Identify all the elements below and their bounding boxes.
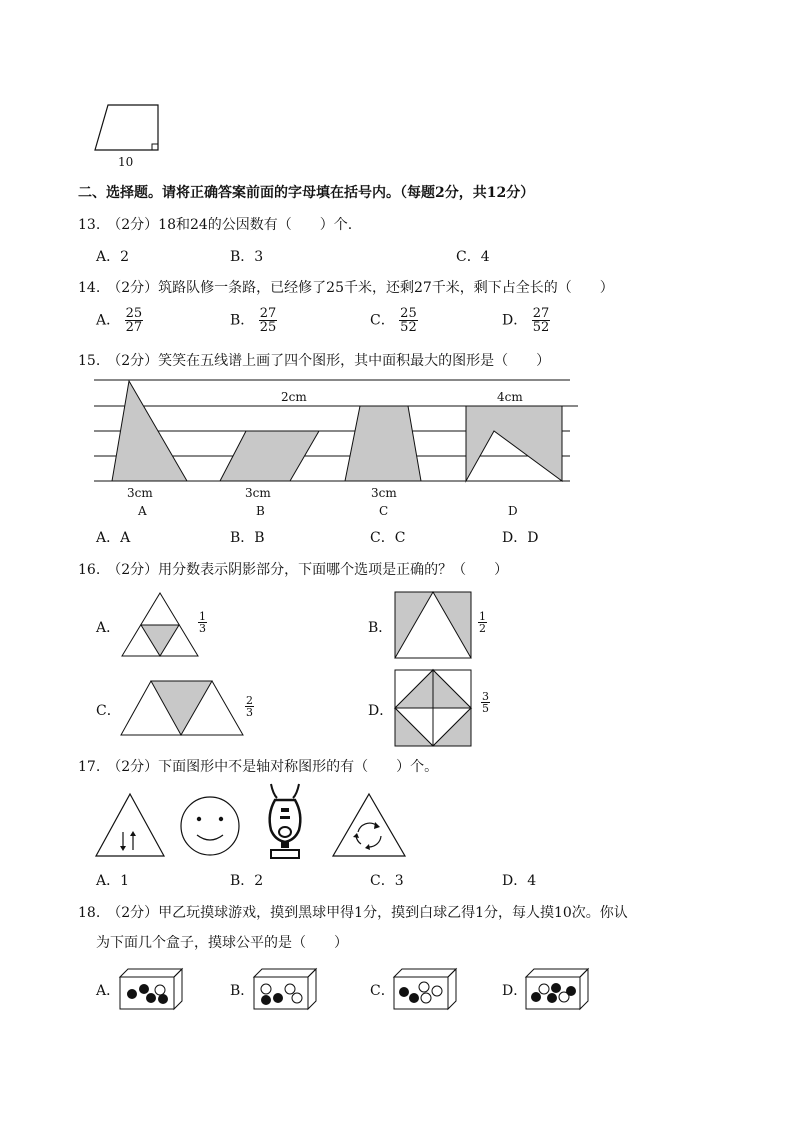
fraction-denominator: 52: [400, 320, 417, 335]
fraction-denominator: 27: [125, 320, 143, 335]
q17-stem: 17. （2分）下面图形中不是轴对称图形的有（ ）个。: [78, 759, 439, 775]
q15-option-a[interactable]: A．A: [96, 530, 131, 546]
q17-option-b[interactable]: B．2: [230, 873, 264, 889]
q16-option-b[interactable]: B．: [368, 620, 393, 636]
fraction-denominator: 5: [482, 702, 489, 715]
section-2-heading: 二、选择题。请将正确答案前面的字母填在括号内。（每题2分，共12分）: [78, 185, 535, 201]
q13-option-a[interactable]: A．2: [96, 249, 130, 265]
fraction-numerator: 3: [482, 690, 489, 703]
q16-option-d[interactable]: D．: [368, 703, 394, 719]
q16-b-fraction: [478, 611, 487, 634]
q16-option-a[interactable]: A．: [96, 620, 121, 636]
fraction-denominator: 3: [199, 622, 206, 635]
q14-option-c[interactable]: [370, 307, 418, 334]
fraction-numerator: 1: [199, 610, 206, 623]
q15-c-base-label: 3cm: [371, 486, 397, 500]
q14-option-a-letter: A．: [96, 312, 121, 329]
q15-shape-letter-c: C: [379, 504, 389, 518]
q14-option-d[interactable]: [502, 307, 550, 334]
q16-c-fraction: [245, 695, 254, 718]
q17-option-a[interactable]: A．1: [96, 873, 130, 889]
fraction-numerator: 25: [400, 306, 417, 321]
q16-option-c[interactable]: C．: [96, 703, 121, 719]
q16-c-trapezoid-figure: [120, 680, 244, 736]
q18-box-b: [252, 967, 318, 1011]
q17-shape-smiley-face: [178, 795, 242, 857]
q13-stem: 13. （2分）18和24的公因数有（ ）个.: [78, 217, 353, 233]
q14-option-b[interactable]: [230, 307, 277, 334]
q18-stem-line-2: 为下面几个盒子，摸球公平的是（ ）: [96, 935, 348, 951]
q15-option-c[interactable]: C．C: [370, 530, 406, 546]
q17-option-d[interactable]: D．4: [502, 873, 537, 889]
q16-a-fraction: [198, 611, 207, 634]
q18-option-d[interactable]: D．: [502, 983, 528, 999]
q15-shape-d-notched-rectangle: [466, 406, 562, 481]
q15-a-base-label: 3cm: [127, 486, 153, 500]
fraction-numerator: 25: [125, 306, 143, 321]
top-parallelogram-figure: [90, 100, 170, 160]
q17-shape-lantern: [263, 780, 307, 862]
q16-d-square-figure: [394, 669, 472, 747]
q14-option-a-fraction: [125, 307, 144, 334]
q14-option-b-letter: B．: [230, 312, 255, 329]
q15-d-top-label: 4cm: [497, 390, 523, 404]
q15-shape-b-parallelogram: [220, 431, 319, 481]
fraction-numerator: 1: [479, 610, 486, 623]
q14-option-b-fraction: [259, 307, 278, 334]
fraction-denominator: 2: [479, 622, 486, 635]
q18-stem-line-1: 18. （2分）甲乙玩摸球游戏，摸到黑球甲得1分，摸到白球乙得1分，每人摸10次。你认: [78, 905, 628, 921]
q18-box-d: [524, 967, 590, 1011]
q15-b-base-label: 3cm: [245, 486, 271, 500]
q14-option-d-letter: D．: [502, 312, 528, 329]
q18-option-b[interactable]: B．: [230, 983, 255, 999]
fraction-numerator: 27: [259, 306, 277, 321]
q15-shape-letter-b: B: [256, 504, 265, 518]
q15-shape-letter-a: A: [138, 504, 147, 518]
top-figure-base-label: 10: [118, 155, 134, 169]
q15-stem: 15. （2分）笑笑在五线谱上画了四个图形，其中面积最大的图形是（ ）: [78, 353, 551, 369]
q15-c-top-label: 2cm: [281, 390, 307, 404]
q18-box-c: [392, 967, 458, 1011]
q15-option-d[interactable]: D．D: [502, 530, 539, 546]
q18-option-c[interactable]: C．: [370, 983, 395, 999]
fraction-denominator: 52: [532, 320, 550, 335]
q17-option-c[interactable]: C．3: [370, 873, 404, 889]
q17-shape-arrows-triangle: [94, 792, 166, 858]
q14-stem: 14. （2分）筑路队修一条路，已经修了25千米，还剩27千米，剩下占全长的（ ）: [78, 280, 614, 296]
q17-shape-cycle-triangle: [331, 792, 407, 858]
q14-option-c-fraction: [399, 307, 418, 334]
q18-box-a: [118, 967, 184, 1011]
q13-option-b[interactable]: B．3: [230, 249, 264, 265]
fraction-numerator: 2: [246, 694, 253, 707]
q18-option-a[interactable]: A．: [96, 983, 121, 999]
q14-option-c-letter: C．: [370, 312, 395, 329]
q13-option-c[interactable]: C．4: [456, 249, 490, 265]
q16-d-fraction: [481, 691, 490, 714]
q15-shape-letter-d: D: [508, 504, 518, 518]
q16-b-square-figure: [394, 591, 474, 659]
q15-shape-c-trapezoid: [345, 406, 421, 481]
q14-option-d-fraction: [532, 307, 551, 334]
q16-stem: 16. （2分）用分数表示阴影部分，下面哪个选项是正确的？（ ）: [78, 562, 509, 578]
q16-a-triangle-figure: [120, 592, 200, 658]
fraction-numerator: 27: [532, 306, 550, 321]
q15-option-b[interactable]: B．B: [230, 530, 265, 546]
fraction-denominator: 25: [259, 320, 277, 335]
fraction-denominator: 3: [246, 706, 253, 719]
q14-option-a[interactable]: [96, 307, 143, 334]
